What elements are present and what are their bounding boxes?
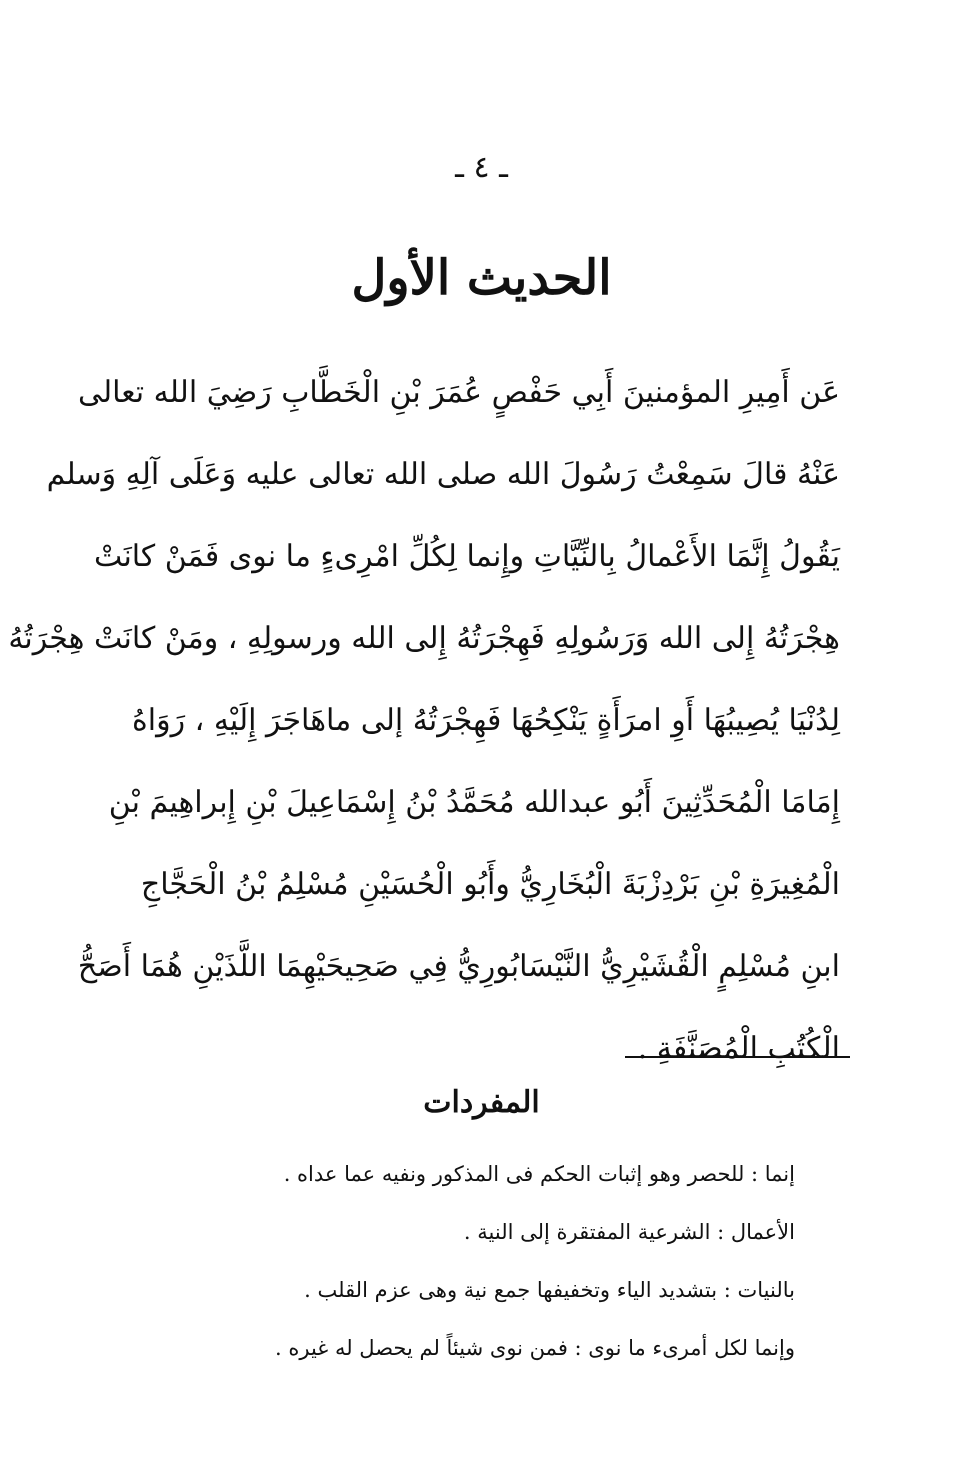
glossary-heading: المفردات <box>423 1085 540 1120</box>
glossary-item: بالنيات : بتشديد الياء وتخفيفها جمع نية وهى عزم القلب . <box>304 1278 795 1302</box>
hadith-text <box>8 352 840 1090</box>
chapter-title: الحديث الأول <box>351 250 612 306</box>
hadith-line: عَنْهُ قالَ سَمِعْتُ رَسُولَ الله صلى الله تعالى عليه وَعَلَى آلِهِ وَسلم <box>46 457 840 492</box>
glossary-item: إنما : للحصر وهو إثبات الحكم فى المذكور ونفيه عما عداه . <box>283 1162 795 1186</box>
hadith-line: الْمُغِيرَةِ بْنِ بَرْدِزْبَةَ الْبُخَارِيُّ وأَبُو الْحُسَيْنِ مُسْلِمُ بْنُ الْحَجَّاجِ <box>140 867 840 902</box>
glossary-item: وإنما لكل أمرىء ما نوى : فمن نوى شيئاً لم يحصل له غيره . <box>275 1336 795 1360</box>
section-divider <box>625 1056 850 1058</box>
hadith-line: الْكُتُبِ الْمُصَنَّفَةِ . <box>637 1031 840 1066</box>
hadith-line: هِجْرَتُهُ إِلى الله وَرَسُولِهِ فَهِجْرَتُهُ إِلى الله ورسولِهِ ، ومَنْ كانَتْ هِجْرَتُهُ <box>8 621 840 656</box>
hadith-line: يَقُولُ إِنَّمَا الأَعْمالُ بِالنِّيَّاتِ وإِنما لِكُلِّ امْرِىءٍ ما نوى فَمَنْ كانَتْ <box>93 539 840 574</box>
glossary-list <box>240 1145 795 1377</box>
hadith-line: عَن أَمِيرِ المؤمنينَ أَبِي حَفْصٍ عُمَرَ بْنِ الْخَطَّابِ رَضِيَ الله تعالى <box>78 375 840 410</box>
hadith-line: ابنِ مُسْلِمٍ الْقُشَيْرِيُّ النَّيْسَابُورِيُّ فِي صَحِيحَيْهِمَا اللَّذَيْنِ هُمَا أَصَحُّ <box>77 949 840 984</box>
glossary-item: الأعمال : الشرعية المفتقرة إلى النية . <box>463 1220 795 1244</box>
hadith-line: لِدُنْيَا يُصِيبُهَا أَوِ امرَأَةٍ يَنْكِحُهَا فَهِجْرَتُهُ إلى ماهَاجَرَ إِلَيْهِ ، رَوَاهُ <box>132 703 840 738</box>
page-number: ـ ٤ ـ <box>455 150 508 185</box>
hadith-line: إِمَامَا الْمُحَدِّثِينَ أَبُو عبدالله مُحَمَّدُ بْنُ إِسْمَاعِيلَ بْنِ إِبراهِيمَ بْنِ <box>108 785 840 820</box>
